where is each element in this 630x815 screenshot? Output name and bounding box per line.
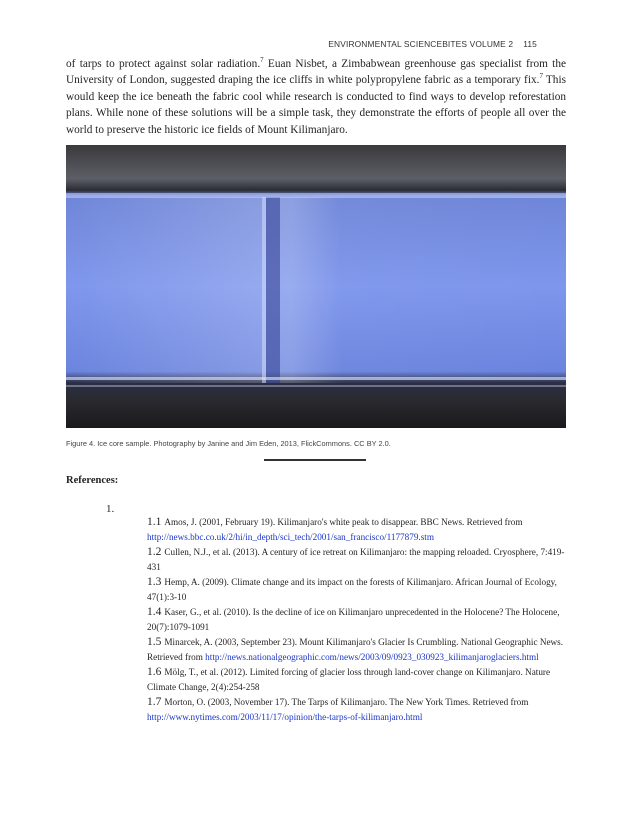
figure-caption: Figure 4. Ice core sample. Photography by Janine and Jim Eden, 2013, FlickCommons. CC BY 2.0. [66, 439, 391, 448]
reference-text: Hemp, A. (2009). Climate change and its impact on the forests of Kilimanjaro. African Journal of Ecology, 47(1):3-10 [147, 577, 557, 602]
footnote-ref: 7 [539, 72, 543, 81]
footnote-ref: 7 [260, 56, 264, 65]
list-number: 1. [106, 503, 115, 515]
reference-index: 1.1 [147, 516, 162, 528]
intro-text-1: of tarps to protect against solar radiation. [66, 58, 261, 70]
running-header [328, 39, 537, 49]
intro-paragraph [66, 56, 566, 138]
ice-core-photo [66, 145, 566, 428]
references-list [147, 515, 577, 725]
reference-link[interactable]: http://www.nytimes.com/2003/11/17/opinion/the-tarps-of-kilimanjaro.html [147, 712, 423, 722]
journal-title: ENVIRONMENTAL SCIENCEBITES VOLUME 2 [328, 39, 514, 49]
reference-text: Kaser, G., et al. (2010). Is the decline of ice on Kilimanjaro unprecedented in the Holocene? The Holocene, 20(7):1079-1091 [147, 607, 560, 632]
reference-text: Cullen, N.J., et al. (2013). A century of ice retreat on Kilimanjaro: the mapping reloaded. Cryosphere, 7:419-431 [147, 547, 565, 572]
intro-text-2: Euan Nisbet, a Zimbabwean greenhouse gas specialist from the University of London, suggested draping the ice cliffs in white polypropylene fabric as a temporary fix. [66, 58, 566, 87]
reference-text: Minarcek, A. (2003, September 23). Mount Kilimanjaro's Glacier Is Crumbling. National Geographic News. Retrieved from [147, 637, 564, 662]
reference-link[interactable]: http://news.bbc.co.uk/2/hi/in_depth/sci_tech/2001/san_francisco/1177879.stm [147, 532, 434, 542]
reference-item [147, 635, 577, 665]
reference-index: 1.4 [147, 606, 162, 618]
reference-item [147, 605, 577, 635]
reference-index: 1.3 [147, 576, 162, 588]
reference-link[interactable]: http://news.nationalgeographic.com/news/2003/09/0923_030923_kilimanjaroglaciers.html [205, 652, 539, 662]
divider [264, 459, 366, 461]
reference-text: Amos, J. (2001, February 19). Kilimanjaro's white peak to disappear. BBC News. Retrieved from [164, 517, 523, 527]
reference-index: 1.6 [147, 666, 162, 678]
reference-text: Morton, O. (2003, November 17). The Tarps of Kilimanjaro. The New York Times. Retrieved from [164, 697, 529, 707]
reference-item [147, 545, 577, 575]
reference-index: 1.5 [147, 636, 162, 648]
reference-item [147, 665, 577, 695]
reference-text: Mölg, T., et al. (2012). Limited forcing of glacier loss through land-cover change on Kilimanjaro. Nature Climate Change, 2(4):254-258 [147, 667, 551, 692]
references-heading: References: [66, 475, 119, 486]
page-number: 115 [523, 39, 537, 49]
reference-item [147, 515, 577, 545]
intro-text-3: This would keep the ice beneath the fabric cool while research is conducted to find ways to develop reforestation plans. While none of these solutions will be a simple task, they demonstrate the efforts of people all over the world to preserve the historic ice fields of Mount Kilimanjaro. [66, 74, 566, 136]
reference-index: 1.7 [147, 696, 162, 708]
reference-index: 1.2 [147, 546, 162, 558]
reference-item [147, 695, 577, 725]
reference-item [147, 575, 577, 605]
